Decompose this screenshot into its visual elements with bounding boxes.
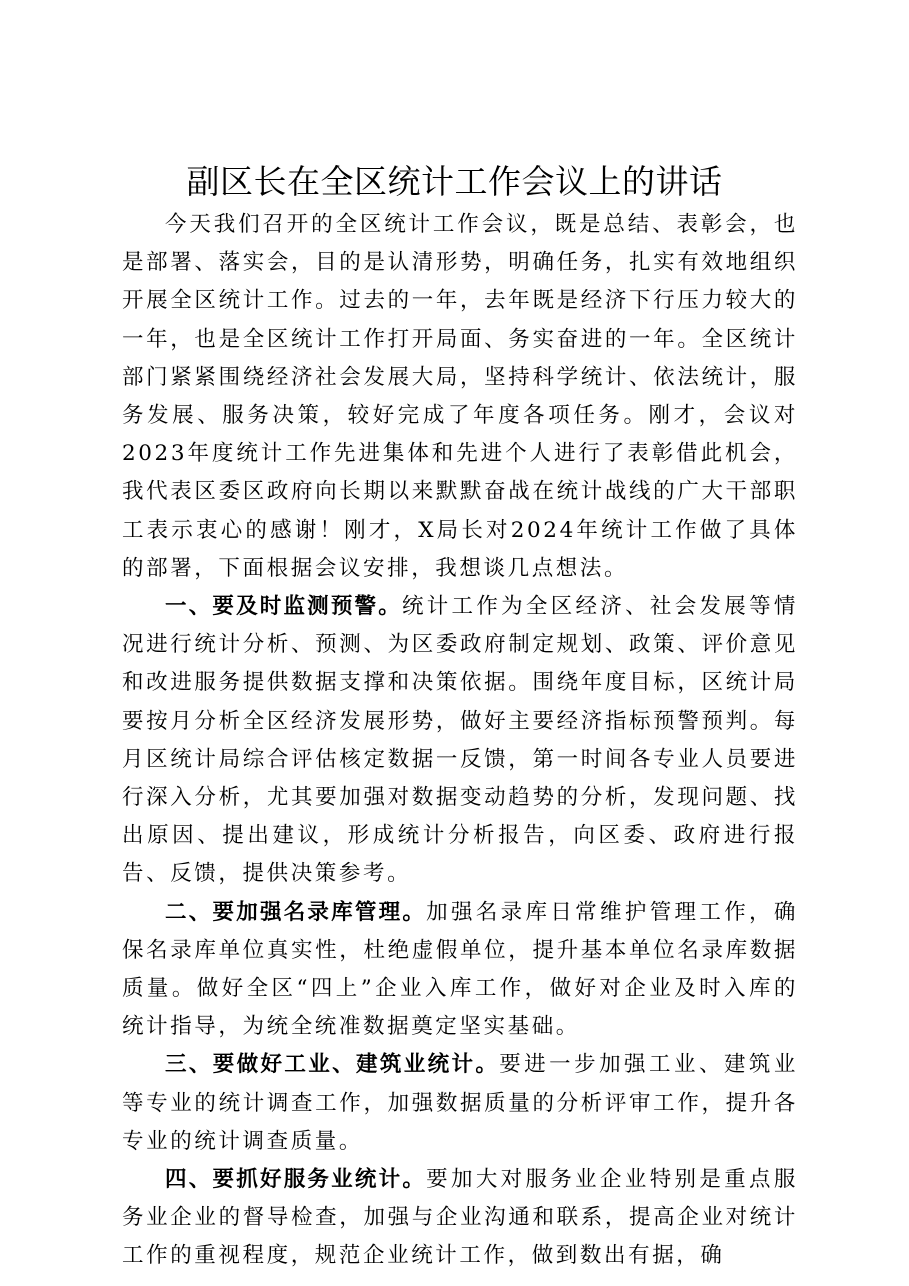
paragraph-text: 加强名录库日常维护管理工作，确保名录库单位真实性，杜绝虚假单位，提升基本单位名录库数据质量。做好全区“四上”企业入库工作，做好对企业及时入库的统计指导，为统全统准数据奠定坚实基础。 [122, 899, 798, 1040]
section-heading: 一、要及时监测预警。 [165, 594, 402, 620]
section-heading: 四、要抓好服务业统计。 [165, 1167, 427, 1193]
paragraph-text: 要进一步加强工业、建筑业等专业的统计调查工作，加强数据质量的分析评审工作，提升各专业的统计调查质量。 [122, 1052, 798, 1154]
paragraph-text: 统计工作为全区经济、社会发展等情况进行统计分析、预测、为区委政府制定规划、政策、评价意见和改进服务提供数据支撑和决策依据。围绕年度目标，区统计局要按月分析全区经济发展形势，做好主要经济指标预警预判。每月区统计局综合评估核定数据一反馈，第一时间各专业人员要进行深入分析，尤其要加强对数据变动趋势的分析，发现问题、找出原因、提出建议，形成统计分析报告，向区委、政府进行报告、反馈，提供决策参考。 [122, 594, 798, 887]
paragraph-section-1 [122, 588, 798, 894]
section-heading: 三、要做好工业、建筑业统计。 [165, 1052, 500, 1078]
document-title: 副区长在全区统计工作会议上的讲话 [186, 162, 723, 201]
paragraph-text: 要加大对服务业企业特别是重点服务业企业的督导检查，加强与企业沟通和联系，提高企业对统计工作的重视程度，规范企业统计工作，做到数出有据，确 [122, 1167, 798, 1269]
paragraph-text: 今天我们召开的全区统计工作会议，既是总结、表彰会，也是部署、落实会，目的是认清形势，明确任务，扎实有效地组织开展全区统计工作。过去的一年，去年既是经济下行压力较大的一年，也是全区统计工作打开局面、务实奋进的一年。全区统计部门紧紧围绕经济社会发展大局，坚持科学统计、依法统计，服务发展、服务决策，较好完成了年度各项任务。刚才，会议对2023年度统计工作先进集体和先进个人进行了表彰借此机会，我代表区委区政府向长期以来默默奋战在统计战线的广大干部职工表示衷心的感谢！刚才，X局长对2024年统计工作做了具体的部署，下面根据会议安排，我想谈几点想法。 [122, 212, 798, 581]
paragraph-section-3 [122, 1046, 798, 1161]
section-heading: 二、要加强名录库管理。 [165, 899, 427, 925]
paragraph-section-4 [122, 1161, 798, 1276]
paragraph-section-2 [122, 894, 798, 1047]
document-body [122, 206, 798, 1276]
paragraph-intro [122, 206, 798, 588]
